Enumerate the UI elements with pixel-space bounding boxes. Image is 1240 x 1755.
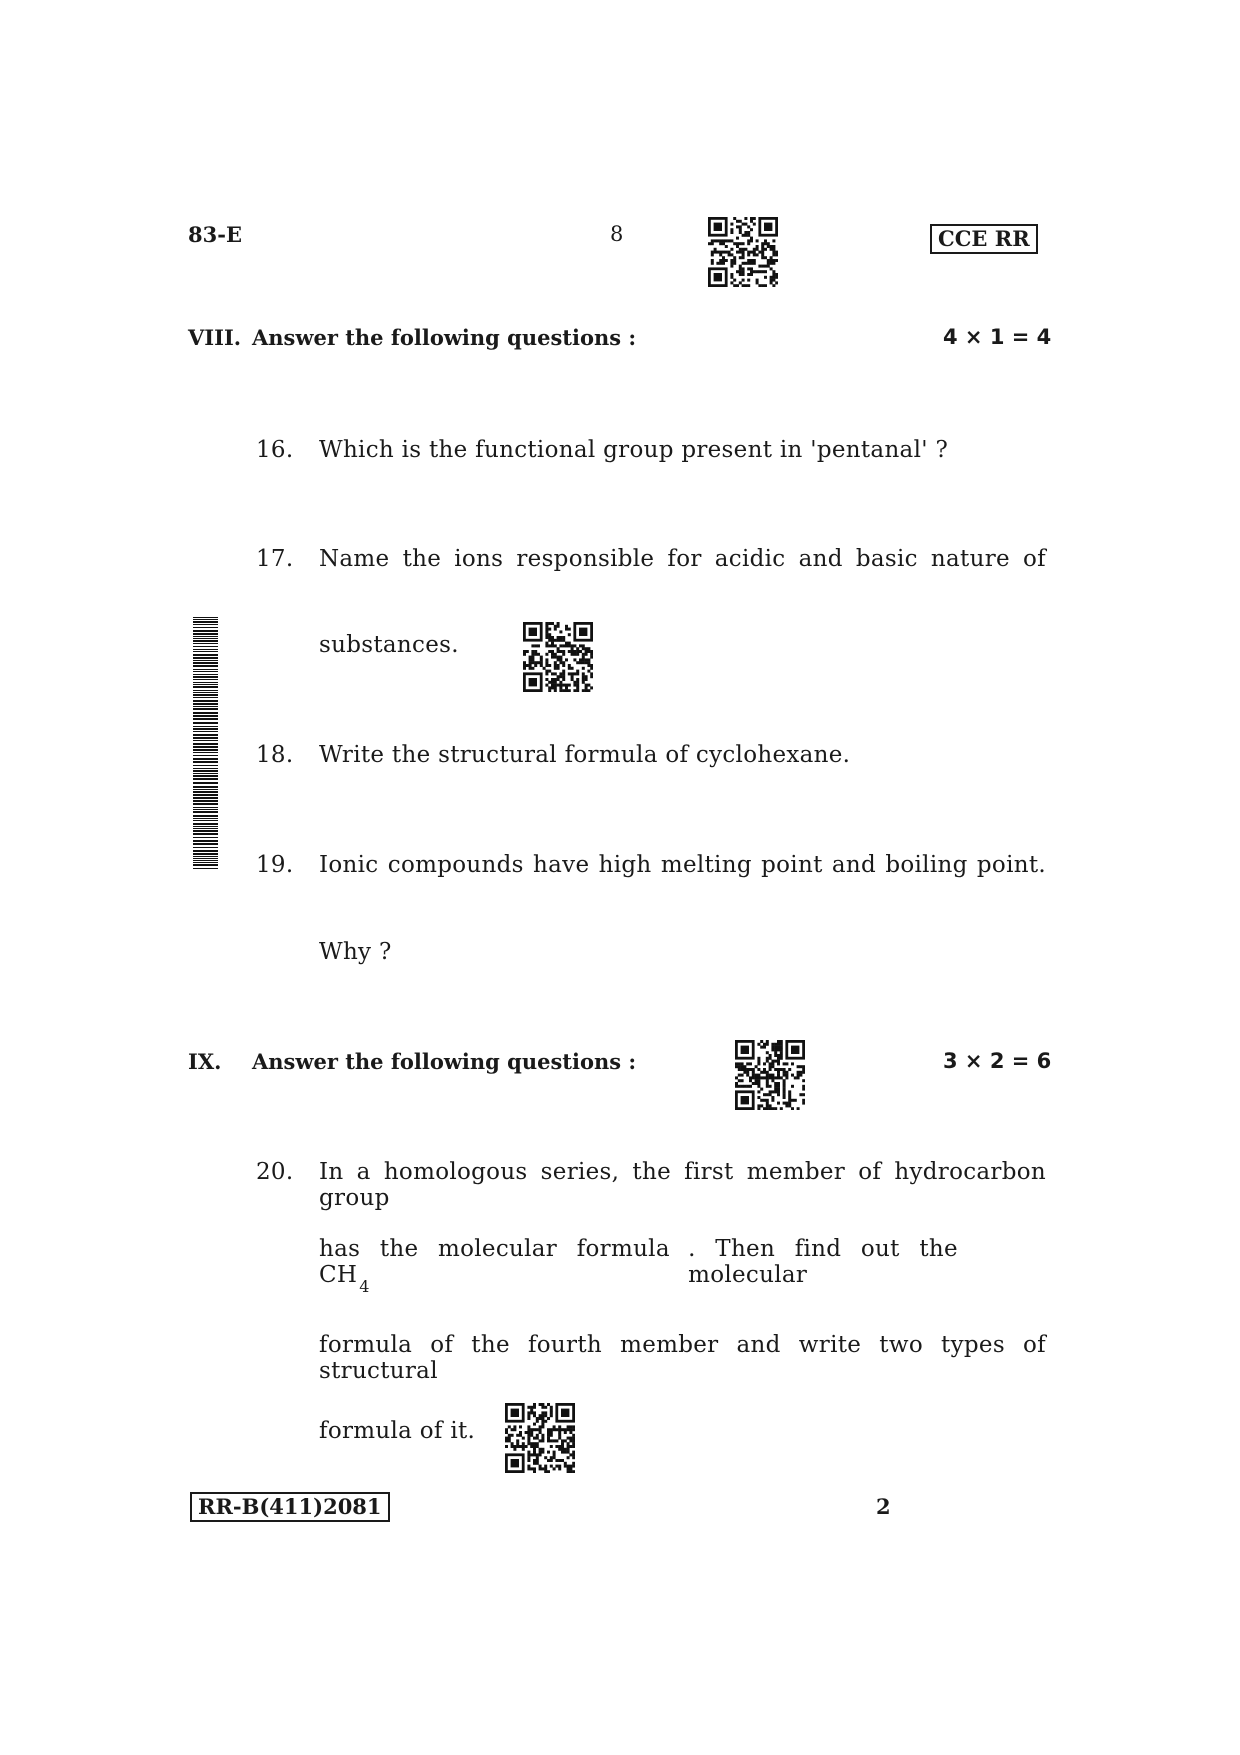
- question-number: 19.: [256, 852, 294, 878]
- question-number: 16.: [256, 437, 294, 463]
- barcode-icon-svg: [193, 617, 218, 869]
- formula-subscript: 4: [359, 1276, 370, 1296]
- question-number: 18.: [256, 742, 294, 768]
- page-number: 8: [610, 222, 624, 246]
- qr-code-icon-svg: [735, 1040, 805, 1110]
- question-text: Why ?: [319, 939, 392, 965]
- section-number: IX.: [188, 1049, 222, 1074]
- paper-code: 83-E: [188, 222, 242, 247]
- question-text: Which is the functional group present in 'pentanal' ?: [319, 437, 949, 463]
- question-text: Ionic compounds have high melting point and boiling point.: [319, 852, 1046, 878]
- qr-code-icon: [735, 1040, 805, 1114]
- question-text: In a homologous series, the first member of hydrocarbon group: [319, 1159, 1046, 1211]
- formula-text: has the molecular formula CH: [319, 1236, 670, 1288]
- booklet-code: RR-B(411)2081: [190, 1492, 390, 1522]
- qr-code-icon: [708, 217, 778, 291]
- sheet-number: 2: [876, 1494, 891, 1519]
- scheme-box: CCE RR: [930, 224, 1038, 254]
- question-text: formula of it.: [319, 1418, 476, 1444]
- formula-trail: . Then find out the molecular: [688, 1236, 958, 1288]
- question-text: substances.: [319, 632, 459, 658]
- question-text: Name the ions responsible for acidic and basic nature of: [319, 546, 1046, 572]
- section-title: Answer the following questions :: [252, 325, 637, 350]
- question-number: 20.: [256, 1159, 294, 1185]
- question-text: formula of the fourth member and write two types of structural: [319, 1332, 1046, 1384]
- section-marks: 3 × 2 = 6: [943, 1049, 1052, 1073]
- qr-code-icon: [523, 622, 593, 696]
- formula-line: [319, 1236, 1046, 1296]
- question-text: [319, 1236, 1046, 1296]
- question-text: Write the structural formula of cyclohexane.: [319, 742, 851, 768]
- qr-code-icon-svg: [523, 622, 593, 692]
- formula-lead: [319, 1236, 688, 1296]
- qr-code-icon-svg: [505, 1403, 575, 1473]
- qr-code-icon-svg: [708, 217, 778, 287]
- section-number: VIII.: [188, 325, 242, 350]
- question-number: 17.: [256, 546, 294, 572]
- qr-code-icon: [505, 1403, 575, 1477]
- barcode-icon: [193, 617, 218, 873]
- section-marks: 4 × 1 = 4: [943, 325, 1052, 349]
- section-title: Answer the following questions :: [252, 1049, 637, 1074]
